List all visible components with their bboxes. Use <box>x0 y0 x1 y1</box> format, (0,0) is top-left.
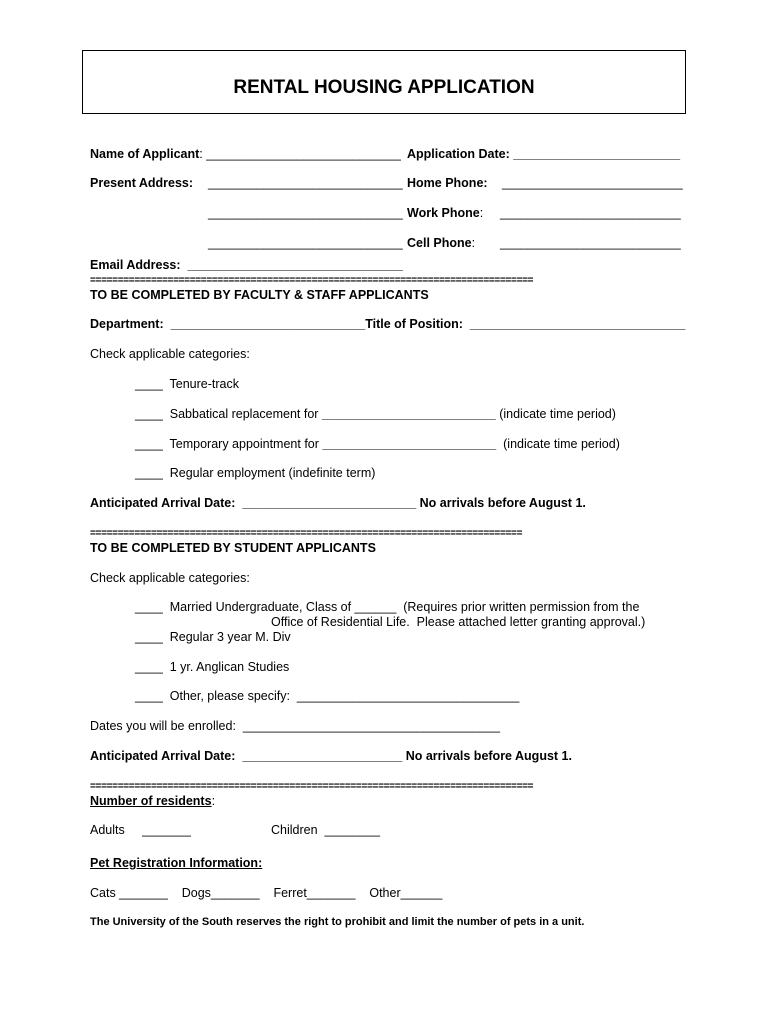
temporary-blank[interactable]: _________________________ <box>322 437 497 451</box>
residents-heading: Number of residents <box>90 794 212 808</box>
address-line-1[interactable]: ____________________________ <box>208 176 403 190</box>
pet-policy-notice: The University of the South reserves the right to prohibit and limit the number of pets in a unit. <box>90 916 585 928</box>
sabbatical-blank[interactable]: _________________________ <box>321 407 496 421</box>
married-undergraduate-note: Office of Residential Life. Please attached letter granting approval.) <box>271 615 646 629</box>
sabbatical-label: ____ Sabbatical replacement for <box>135 407 322 421</box>
faculty-heading: TO BE COMPLETED BY FACULTY & STAFF APPLICANTS <box>90 288 429 302</box>
other-option[interactable]: ____ Other, please specify: ________________________________ <box>135 689 520 703</box>
email-field[interactable]: Email Address: _______________________________ <box>90 258 403 272</box>
cell-phone-label: Cell Phone <box>407 236 472 250</box>
children-field[interactable]: Children ________ <box>271 823 381 837</box>
student-heading: TO BE COMPLETED BY STUDENT APPLICANTS <box>90 541 376 555</box>
address-line-2[interactable]: ____________________________ <box>208 206 403 220</box>
title-box <box>82 50 686 114</box>
sabbatical-option[interactable] <box>135 407 616 422</box>
applicant-name-row <box>90 147 401 162</box>
faculty-arrival-field[interactable]: Anticipated Arrival Date: _________________________ No arrivals before August 1. <box>90 496 586 510</box>
work-phone-row <box>407 206 483 221</box>
department-position-field[interactable]: Department: ____________________________Title of Position: _______________________________ <box>90 317 686 331</box>
cell-phone-colon: : <box>471 236 476 250</box>
cell-phone-row <box>407 236 475 251</box>
cell-phone-field[interactable]: __________________________ <box>500 236 681 250</box>
dates-enrolled-field[interactable]: Dates you will be enrolled: _____________________________________ <box>90 719 501 733</box>
pet-registration-heading: Pet Registration Information: <box>90 856 263 870</box>
home-phone-label: Home Phone: <box>407 176 488 190</box>
work-phone-field[interactable]: __________________________ <box>500 206 681 220</box>
tenure-track-option[interactable]: ____ Tenure-track <box>135 377 239 391</box>
residents-colon: : <box>211 794 216 808</box>
married-undergraduate-option[interactable]: ____ Married Undergraduate, Class of ______ (Requires prior written permission from the <box>135 600 640 614</box>
student-check-label: Check applicable categories: <box>90 571 250 585</box>
separator-3: ================================================================================ <box>90 781 534 792</box>
separator-2: ============================================================================== <box>90 528 523 539</box>
home-phone-field[interactable]: __________________________ <box>502 176 683 190</box>
adults-field[interactable]: Adults _______ <box>90 823 191 837</box>
page-title: RENTAL HOUSING APPLICATION <box>233 77 535 98</box>
sabbatical-suffix: (indicate time period) <box>495 407 616 421</box>
present-address-label: Present Address: <box>90 176 194 190</box>
applicant-name-field[interactable]: : ____________________________ <box>199 147 401 161</box>
regular-mdiv-option[interactable]: ____ Regular 3 year M. Div <box>135 630 291 644</box>
temporary-label: ____ Temporary appointment for <box>135 437 323 451</box>
student-arrival-field[interactable]: Anticipated Arrival Date: _______________________ No arrivals before August 1. <box>90 749 572 763</box>
pet-counts-field[interactable]: Cats _______ Dogs_______ Ferret_______ Other______ <box>90 886 443 900</box>
address-line-3[interactable]: ____________________________ <box>208 236 403 250</box>
work-phone-colon: : <box>479 206 484 220</box>
residents-heading-row <box>90 794 215 809</box>
temporary-suffix: (indicate time period) <box>496 437 620 451</box>
faculty-check-label: Check applicable categories: <box>90 347 250 361</box>
applicant-name-label: Name of Applicant <box>90 147 200 161</box>
application-date-field[interactable]: Application Date: ________________________ <box>407 147 681 161</box>
regular-employment-option[interactable]: ____ Regular employment (indefinite term) <box>135 466 376 480</box>
separator-1: ================================================================================ <box>90 275 534 286</box>
temporary-option[interactable] <box>135 437 620 452</box>
anglican-studies-option[interactable]: ____ 1 yr. Anglican Studies <box>135 660 290 674</box>
work-phone-label: Work Phone <box>407 206 480 220</box>
